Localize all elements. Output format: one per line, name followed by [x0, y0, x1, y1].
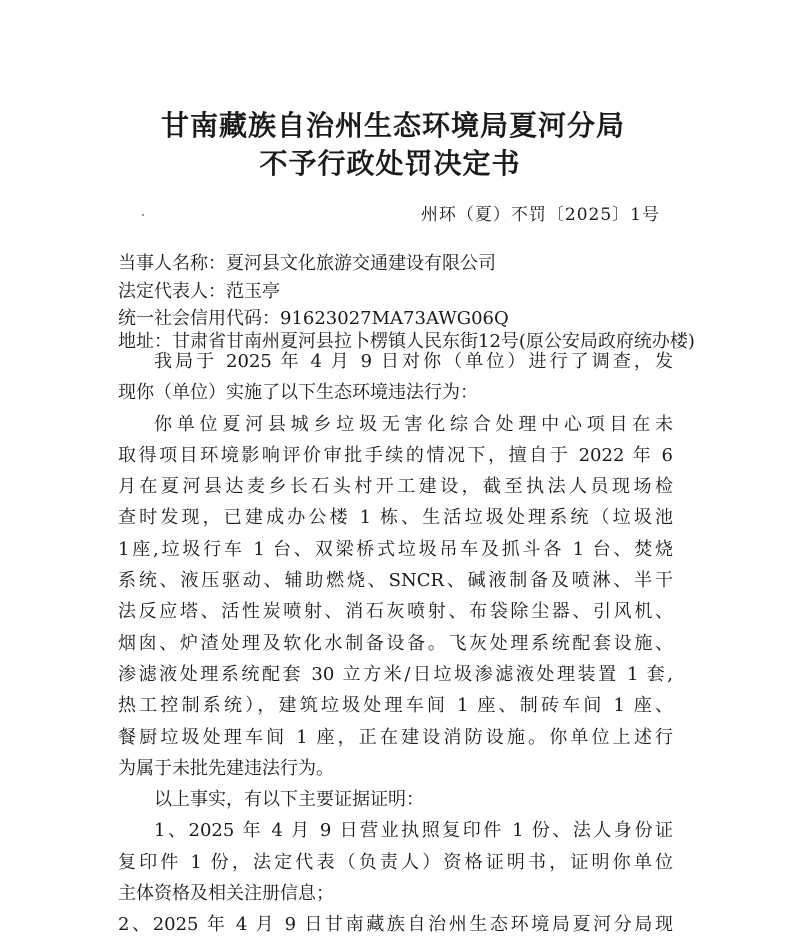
- body-line: 系统、液压驱动、辅助燃烧、SNCR、碱液制备及喷淋、半干: [118, 570, 673, 592]
- body-line: 你单位夏河县城乡垃圾无害化综合处理中心项目在未: [154, 413, 673, 435]
- body-line: 热工控制系统），建筑垃圾处理车间 1 座、制砖车间 1 座、: [118, 695, 673, 717]
- body-line: 餐厨垃圾处理车间 1 座，正在建设消防设施。你单位上述行: [118, 726, 673, 748]
- scan-speck: [142, 214, 144, 216]
- document-number: 州环（夏）不罚〔2025〕1号: [420, 205, 660, 225]
- document-title-line2: 不予行政处罚决定书: [259, 147, 521, 180]
- body-line: 以上事实，有以下主要证据证明：: [154, 789, 424, 811]
- legal-representative: 法定代表人：范玉亭: [118, 281, 280, 302]
- body-line: 我局于 2025 年 4 月 9 日对你（单位）进行了调查，发: [154, 351, 673, 372]
- document-title-line1: 甘南藏族自治州生态环境局夏河分局: [160, 109, 625, 142]
- body-line: 渗滤液处理系统配套 30 立方米/日垃圾渗滤液处理装置 1 套,: [118, 663, 673, 685]
- body-line: 烟囱、炉渣处理及软化水制备设备。飞灰处理系统配套设施、: [118, 632, 673, 654]
- body-line: 法反应塔、活性炭喷射、消石灰喷射、布袋除尘器、引风机、: [118, 601, 673, 623]
- body-line: 主体资格及相关注册信息；: [118, 883, 334, 905]
- party-address: 地址：甘肃省甘南州夏河县拉卜楞镇人民东街12号(原公安局政府统办楼): [118, 331, 695, 352]
- body-line: 为属于未批先建违法行为。: [118, 757, 334, 779]
- decision-body: [118, 346, 673, 941]
- body-line: 查时发现，已建成办公楼 1 栋、生活垃圾处理系统（垃圾池: [118, 507, 673, 529]
- credit-code: 统一社会信用代码：91623027MA73AWG06Q: [118, 308, 509, 329]
- body-line: 2、2025 年 4 月 9 日甘南藏族自治州生态环境局夏河分局现: [118, 914, 673, 936]
- body-line: 月在夏河县达麦乡长石头村开工建设，截至执法人员现场检: [118, 476, 673, 498]
- body-line: 1座,垃圾行车 1 台、双梁桥式垃圾吊车及抓斗各 1 台、焚烧: [118, 538, 673, 560]
- party-name: 当事人名称：夏河县文化旅游交通建设有限公司: [118, 253, 496, 274]
- body-line: 现你（单位）实施了以下生态环境违法行为：: [118, 382, 478, 404]
- body-line: 复印件 1 份，法定代表（负责人）资格证明书，证明你单位: [118, 851, 673, 873]
- body-line: 1、2025 年 4 月 9 日营业执照复印件 1 份、法人身份证: [154, 820, 673, 842]
- body-line: 取得项目环境影响评价审批手续的情况下，擅自于 2022 年 6: [118, 444, 673, 466]
